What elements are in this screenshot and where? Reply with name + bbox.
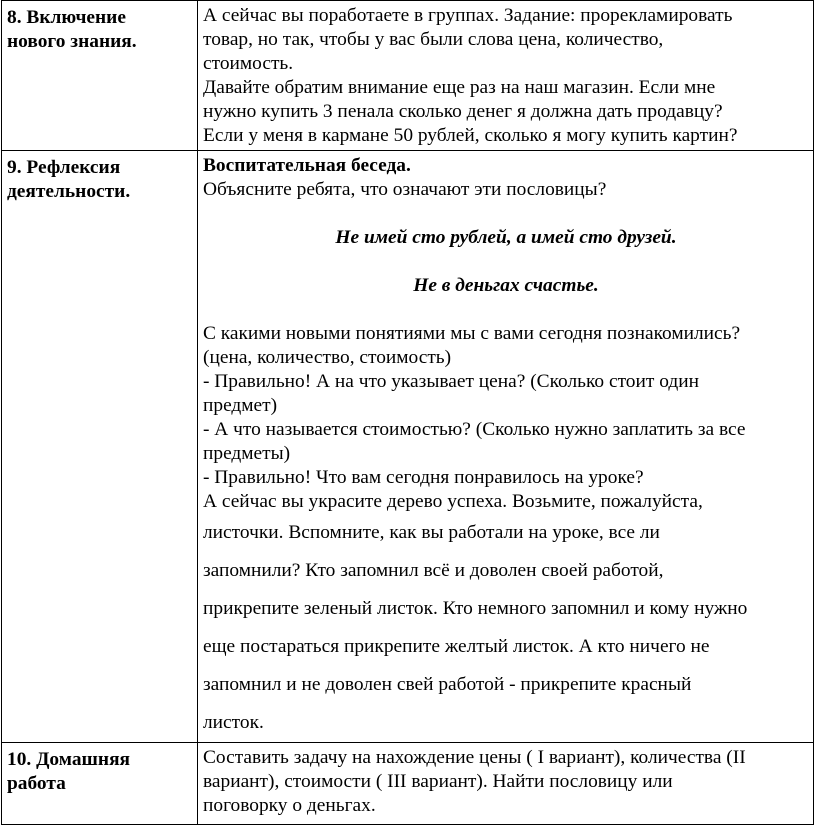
text-line: С какими новыми понятиями мы с вами сегодня познакомились?: [203, 323, 741, 344]
text-line: - А что называется стоимостью? (Сколько нужно заплатить за все: [203, 419, 746, 440]
text-line: (цена, количество, стоимость): [203, 347, 452, 368]
text-line: предметы): [203, 443, 291, 464]
proverb: Не в деньгах счастье.: [413, 275, 599, 296]
content-cell: [198, 1, 814, 151]
stage-title: нового знания.: [7, 31, 137, 52]
table-row: [2, 151, 814, 743]
text-line: вариант), стоимости ( III вариант). Найти пословицу или: [203, 771, 673, 792]
text-line: запомнили? Кто запомнил всё и доволен своей работой,: [203, 560, 664, 581]
text-line: запомнил и не доволен свей работой - прикрепите красный: [203, 674, 692, 695]
table-row: [2, 1, 814, 151]
spacer: [203, 202, 809, 226]
text-line: листок.: [203, 712, 264, 733]
stage-title: 9. Рефлексия: [7, 157, 121, 178]
text-line: А сейчас вы поработаете в группах. Задание: прорекламировать: [203, 5, 733, 26]
stage-title: деятельности.: [7, 181, 131, 202]
lesson-plan-table: [1, 0, 814, 825]
content-cell: [198, 151, 814, 743]
stage-title: работа: [7, 773, 66, 794]
text-line: поговорку о деньгах.: [203, 795, 376, 816]
stage-cell: [2, 1, 198, 151]
text-line: - Правильно! А на что указывает цена? (Сколько стоит один: [203, 371, 699, 392]
proverb: Не имей сто рублей, а имей сто друзей.: [335, 227, 677, 248]
text-line: еще постараться прикрепите желтый листок. А кто ничего не: [203, 636, 710, 657]
text-line: Давайте обратим внимание еще раз на наш магазин. Если мне: [203, 77, 716, 98]
text-line: товар, но так, чтобы у вас были слова цена, количество,: [203, 29, 664, 50]
section-heading: Воспитательная беседа.: [203, 155, 411, 176]
stage-cell: [2, 743, 198, 825]
stage-cell: [2, 151, 198, 743]
spacer: [203, 298, 809, 322]
text-line: нужно купить 3 пенала сколько денег я должна дать продавцу?: [203, 101, 723, 122]
text-line: А сейчас вы украсите дерево успеха. Возьмите, пожалуйста,: [203, 491, 703, 512]
spacer: [203, 250, 809, 274]
text-line: листочки. Вспомните, как вы работали на уроке, все ли: [203, 522, 660, 543]
stage-title: 8. Включение: [7, 7, 126, 28]
text-line: стоимость.: [203, 53, 294, 74]
table-row: [2, 743, 814, 825]
text-line: - Правильно! Что вам сегодня понравилось на уроке?: [203, 467, 644, 488]
text-line: Объясните ребята, что означают эти пословицы?: [203, 179, 607, 200]
text-line: Если у меня в кармане 50 рублей, сколько я могу купить картин?: [203, 125, 738, 146]
text-line: предмет): [203, 395, 278, 416]
text-line: прикрепите зеленый листок. Кто немного запомнил и кому нужно: [203, 598, 748, 619]
text-line: Составить задачу на нахождение цены ( I вариант), количества (II: [203, 747, 746, 768]
stage-title: 10. Домашняя: [7, 749, 131, 770]
content-cell: [198, 743, 814, 825]
